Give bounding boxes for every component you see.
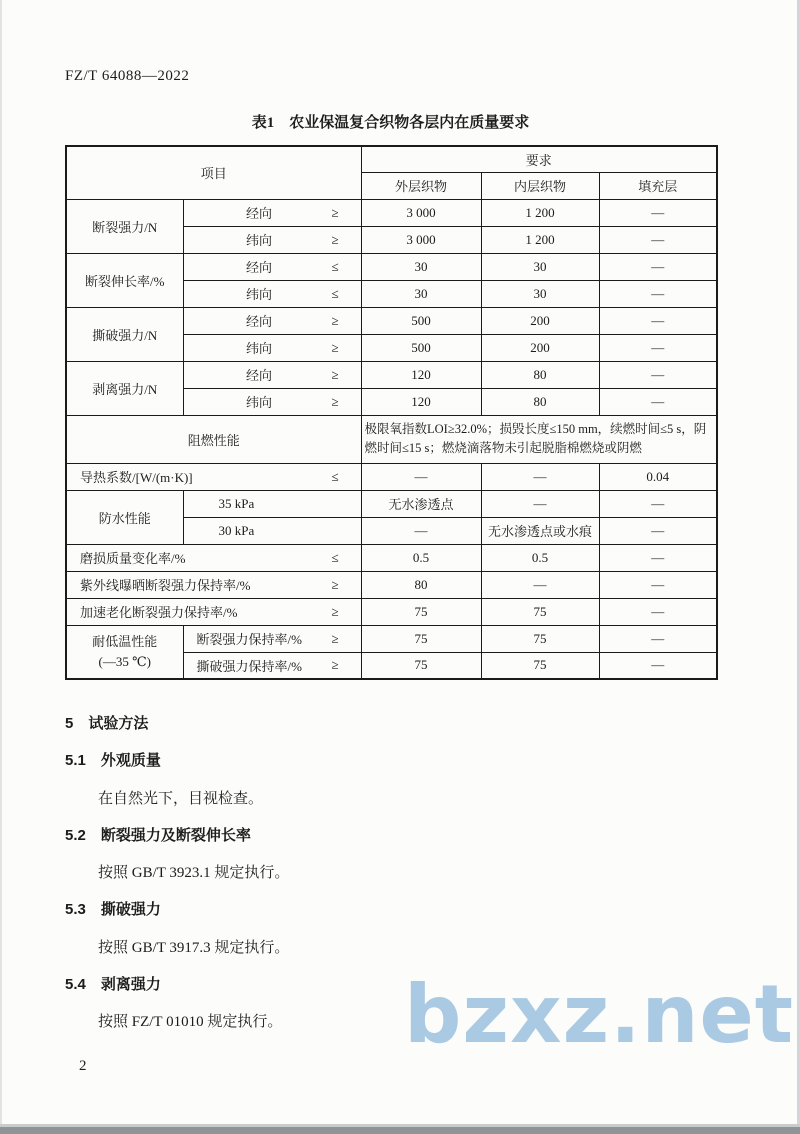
header-col-fill: 填充层 (599, 172, 717, 199)
test-methods-section (65, 714, 716, 1032)
value-cell: 75 (481, 625, 599, 652)
comparator: ≤ (331, 258, 339, 274)
section-heading-5: 5 试验方法 (65, 715, 149, 732)
comparator: ≥ (331, 576, 339, 592)
quality-requirements-table (65, 145, 718, 680)
comparator: ≥ (331, 312, 339, 328)
value-cell: — (599, 652, 717, 679)
table-row (66, 625, 717, 652)
row-label: 导热系数/[W/(m·K)] ≤ (66, 463, 361, 490)
section-body-5-2: 按照 GB/T 3923.1 规定执行。 (98, 865, 290, 881)
section-body-5-1: 在自然光下，目视检查。 (98, 790, 264, 807)
table-row (66, 598, 717, 625)
value-cell: — (481, 490, 599, 517)
section-heading-5-4: 5.4 剥离强力 (65, 975, 161, 993)
direction-label: 经向 (246, 314, 273, 329)
value-cell: — (599, 361, 717, 388)
section-heading-5-1: 5.1 外观质量 (65, 752, 161, 770)
header-col-inner: 内层织物 (481, 172, 599, 199)
direction-label: 纬向 (246, 233, 273, 248)
table-row (66, 463, 717, 490)
sub-label-cell (183, 361, 361, 388)
row-label: 撕破强力/N (66, 307, 183, 361)
row-label: 断裂伸长率/% (66, 253, 183, 307)
value-cell: 200 (481, 334, 599, 361)
sub-label-cell (183, 253, 361, 280)
sub-label-cell: 撕破强力保持率/% ≥ (183, 652, 361, 679)
sub-label-cell (183, 280, 361, 307)
value-cell: — (599, 307, 717, 334)
sub-label-cell (183, 226, 361, 253)
sub-label-cell: 35 kPa (183, 490, 361, 517)
table-row (66, 490, 717, 517)
direction-label: 经向 (246, 206, 273, 221)
row-label: 加速老化断裂强力保持率/% ≥ (66, 598, 361, 625)
section-heading-5-3: 5.3 撕破强力 (65, 901, 161, 919)
value-cell: 75 (361, 625, 481, 652)
sub-label-cell: 断裂强力保持率/% ≥ (183, 625, 361, 652)
value-cell: — (599, 334, 717, 361)
value-cell: 0.5 (361, 544, 481, 571)
section-body-5-4: 按照 FZ/T 01010 规定执行。 (98, 1014, 283, 1030)
value-cell: 无水渗透点 (361, 490, 481, 517)
comparator: ≥ (331, 366, 339, 382)
standard-number: FZ/T 64088—2022 (65, 68, 190, 84)
table-row (66, 544, 717, 571)
value-cell: 500 (361, 334, 481, 361)
value-cell: 200 (481, 307, 599, 334)
sub-label-cell: 30 kPa (183, 517, 361, 544)
comparator: ≤ (331, 549, 339, 565)
row-label: 磨损质量变化率/% ≤ (66, 544, 361, 571)
header-requirement: 要求 (361, 146, 717, 172)
value-cell: 无水渗透点或水痕 (481, 517, 599, 544)
value-cell: — (599, 280, 717, 307)
value-cell: — (599, 253, 717, 280)
header-item: 项目 (66, 146, 361, 199)
comparator: ≤ (331, 285, 339, 301)
comparator: ≥ (331, 231, 339, 247)
row-label: 防水性能 (66, 490, 183, 544)
value-cell: 30 (481, 280, 599, 307)
value-cell: 0.5 (481, 544, 599, 571)
direction-label: 经向 (246, 260, 273, 275)
table-row (66, 571, 717, 598)
table-row (66, 307, 717, 334)
direction-label: 纬向 (246, 287, 273, 302)
watermark: bzxz.net (404, 968, 794, 1061)
value-cell: — (361, 463, 481, 490)
value-cell: 80 (481, 361, 599, 388)
row-label: 紫外线曝晒断裂强力保持率/% ≥ (66, 571, 361, 598)
sub-label-cell (183, 334, 361, 361)
section-body-5-3: 按照 GB/T 3917.3 规定执行。 (98, 939, 290, 956)
comparator: ≥ (331, 204, 339, 220)
value-cell: 75 (481, 598, 599, 625)
table-row (66, 253, 717, 280)
table-title: 表1 农业保温复合织物各层内在质量要求 (251, 115, 530, 131)
value-cell: — (481, 571, 599, 598)
row-label: 剥离强力/N (66, 361, 183, 415)
comparator: ≥ (331, 393, 339, 409)
header-col-outer: 外层织物 (361, 172, 481, 199)
value-cell: — (599, 490, 717, 517)
table-row (66, 415, 717, 463)
value-cell: 75 (361, 652, 481, 679)
value-cell: 30 (481, 253, 599, 280)
value-cell: 1 200 (481, 226, 599, 253)
scan-edge-bottom (0, 1127, 800, 1134)
value-cell: — (599, 625, 717, 652)
value-cell: — (599, 388, 717, 415)
value-cell: — (599, 199, 717, 226)
value-cell: 75 (481, 652, 599, 679)
value-cell: 120 (361, 361, 481, 388)
comparator: ≥ (331, 603, 339, 619)
sub-label-cell (183, 199, 361, 226)
comparator: ≤ (331, 468, 339, 484)
scan-edge-left (0, 0, 2, 1134)
value-cell: 75 (361, 598, 481, 625)
value-cell: — (361, 517, 481, 544)
comparator: ≥ (331, 657, 339, 673)
value-cell: — (599, 544, 717, 571)
value-cell: 80 (361, 571, 481, 598)
table-header-row (66, 146, 717, 172)
row-label: 断裂强力/N (66, 199, 183, 253)
row-label: 阻燃性能 (66, 415, 361, 463)
section-heading-5-2: 5.2 断裂强力及断裂伸长率 (65, 826, 251, 844)
direction-label: 经向 (246, 368, 273, 383)
value-cell: 120 (361, 388, 481, 415)
value-cell: 500 (361, 307, 481, 334)
sub-label-cell (183, 307, 361, 334)
value-cell: — (599, 517, 717, 544)
direction-label: 纬向 (246, 341, 273, 356)
value-cell: 80 (481, 388, 599, 415)
direction-label: 纬向 (246, 395, 273, 410)
value-cell: 3 000 (361, 199, 481, 226)
value-cell: 3 000 (361, 226, 481, 253)
value-cell: — (599, 598, 717, 625)
value-cell: 1 200 (481, 199, 599, 226)
value-cell: 30 (361, 280, 481, 307)
value-cell: — (599, 226, 717, 253)
value-cell: — (481, 463, 599, 490)
table-row (66, 199, 717, 226)
value-cell: — (599, 571, 717, 598)
value-cell: 极限氧指数LOI≥32.0%；损毁长度≤150 mm，续燃时间≤5 s，阴燃时间≤15 s；燃烧滴落物未引起脱脂棉燃烧或阴燃 (361, 415, 717, 463)
value-cell: 30 (361, 253, 481, 280)
comparator: ≥ (331, 339, 339, 355)
page-number: 2 (79, 1058, 87, 1075)
comparator: ≥ (331, 630, 339, 646)
row-label: 耐低温性能 (—35 ℃) (66, 625, 183, 679)
value-cell: 0.04 (599, 463, 717, 490)
table-row (66, 361, 717, 388)
sub-label-cell (183, 388, 361, 415)
